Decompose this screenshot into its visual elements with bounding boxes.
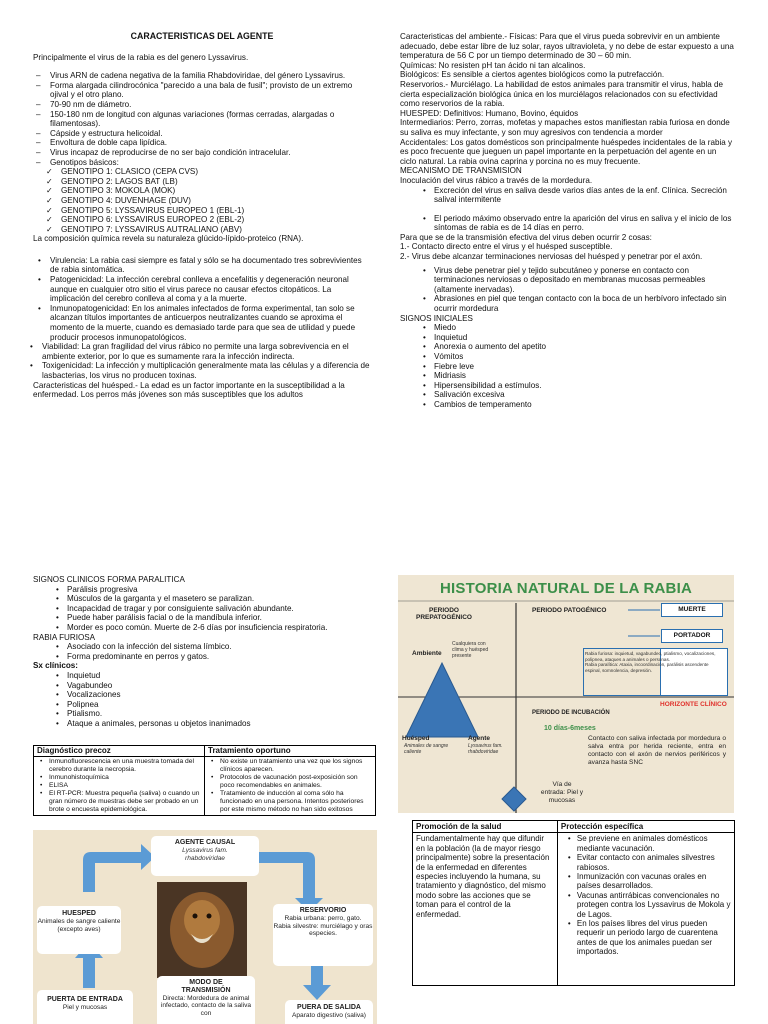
prevention-table [412,820,735,986]
chemical-text: Químicas: No resisten pH tan ácido ni tan alcalinos. [400,60,586,70]
list-item: • Ataque a animales, personas u objetos inanimados [33,719,373,729]
list-item: ✓ GENOTIPO 6: LYSSAVIRUS EUROPEO 2 (EBL-2) [33,215,371,225]
mechanism-title: MECANISMO DE TRANSMISION [400,166,522,176]
list-item: • Fiebre leve [400,362,734,372]
list-item: • El periodo máximo observado entre la aparición del virus en saliva y el inicio de los síntomas de rabia es de 14 días en perro. [400,214,734,233]
list-item: • Morder es poco común. Muerte de 2-6 días por insuficiencia respiratoria. [33,623,373,633]
paralytic-signs: Rabia paralítica: Ataxia, incoordinación, parálisis ascendente espinal, somnolencia, depresión. [585,662,709,673]
clinical-signs-frame [583,648,728,696]
reservoir-box [273,904,373,966]
property-list [33,256,371,342]
mechanism-intro: Inoculación del virus rábico a través de la mordedura. [400,175,593,185]
list-item: • Toxigenicidad: La infección y multiplicación generalmente mata las células y a diferencia de lasbacterias, los virus no producen toxinas. [25,361,371,380]
list-item: • Patogenicidad: La infección cerebral conlleva a encefalitis y degeneración neuronal aunque en cualquier otro sitio el virus parece no causar efectos citopáticos. La implicación del cerebro conlleva al coma y a la muerte. [33,275,371,304]
list-item: • Anorexia o aumento del apetito [400,342,734,352]
list-item: – 70-90 nm de diámetro. [33,100,371,110]
initial-signs-title: SIGNOS INICIALES [400,313,473,323]
mechanism-step-2: 2.- Virus debe alcanzar terminaciones nerviosas del huésped y penetrar por el axón. [400,252,703,262]
host-label: Huésped [402,735,430,742]
table-header: Tratamiento oportuno [205,746,376,757]
entry-door-title: PUERTA DE ENTRADA [47,996,123,1003]
host-text: HUESPED: Definitivos: Humano, Bovino, équidos [400,108,579,118]
list-item: • Inmunohistoquímica [37,774,201,782]
list-item: • Protocolos de vacunación post-exposición son poco recomendables en animales. [208,774,372,790]
list-item: – Virus ARN de cadena negativa de la familia Rhabdoviridae, del género Lyssavirus. [33,71,371,81]
list-item: • Evitar contacto con animales silvestres rabiosos. [565,853,731,872]
environment-note: Cualquiera con clima y huésped presente [452,641,489,659]
property-list-2 [25,342,371,380]
table-header: Protección específica [557,821,734,833]
initial-signs-list [400,323,734,409]
list-item: • Músculos de la garganta y el masetero se paralizan. [33,594,373,604]
table-cell [557,833,734,986]
environment-text: Caracteristicas del ambiente.- Físicas: Para que el virus pueda sobrevivir en un ambiente adecuado, debe estar libre de luz solar, rayos ultravioleta, y no debe de estar expuesto a una temperatura de 56 C por un tiempo determinado de 30 – 60 min. [400,32,734,61]
list-item: • Hipersensibilidad a estímulos. [400,381,734,391]
table-cell: Fundamentalmente hay que difundir en la población (la de mayor riesgo principalmente) sobre la presentación de la enfermedad en diferentes especies incluyendo la humana, su tratamiento y diagnóstico, del mismo modo sobre las acciones que se toman para el control de la enfermedad. [413,833,558,986]
list-item: – Envoltura de doble capa lipídica. [33,138,371,148]
list-item: • No existe un tratamiento una vez que los signos clínicos aparecen. [208,758,372,774]
list-item: • Vacunas antirrábicas convencionales no protegen contra los Lyssavirus de Mokola y de Lagos. [565,891,731,919]
reservoir-desc: Rabia urbana: perro, gato. Rabia silvestre: murciélago y oras especies. [273,914,373,938]
list-item: – Forma alargada cilindrocónica "parecido a una bala de fusil"; provisto de un extremo ojival y el otro plano. [33,81,371,100]
entry-door-desc: Piel y mucosas [62,1003,108,1011]
list-item: • Inquietud [400,333,734,343]
mechanism-list-2 [400,266,734,314]
transmission-mode-box [157,976,255,1024]
table-cell [205,757,376,816]
causal-agent-title: AGENTE CAUSAL [174,839,236,846]
entry-route-text: Vía de entrada: Piel y mucosas [540,781,584,804]
horizon-label: HORIZONTE CLÍNICO [660,701,727,708]
accidental-text: Accidentales: Los gatos domésticos son principalmente huéspedes incidentales de la rabia y es poco frecuente que jueguen un papel importante en la perpetuación del agente en un ciclo natural. La rabia ovina caprina y porcina no es muy frecuente. [400,137,733,166]
mechanism-list [400,186,734,233]
list-item: • Viabilidad: La gran fragilidad del virus rábico no permite una larga sobrevivencia en el ambiente exterior, por lo que es sumamente rara la infección indirecta. [25,342,371,361]
host-title: HUESPED [62,910,96,917]
pathogenic-label: PERIODO PATOGÉNICO [532,607,607,614]
reservoir-title: RESERVORIO [299,907,347,914]
composition-text: La composición química revela su naturaleza glúcido-lípido-proteico (RNA). [33,234,304,244]
list-item: • Abrasiones en piel que tengan contacto con la boca de un herbívoro infectado sin ocurrir mordedura [400,294,734,313]
table-header: Diagnóstico precoz [34,746,205,757]
host-desc: Animales de sangre caliente (excepto aves) [37,917,121,933]
list-item: • El RT-PCR: Muestra pequeña (saliva) o cuando un gran número de muestras debe ser probado en un brote o encuesta epidemiológica. [37,790,201,814]
list-item: • Polipnea [33,700,373,710]
symptoms-title: Sx clínicos: [33,661,78,671]
furious-signs: Rabia furiosa: inquietud, vagabundeo, ptialismo, vocalizaciones, polipnea, ataques a animales o personas. [585,651,716,662]
list-item: • Virus debe penetrar piel y tejido subcutáneo y ponerse en contacto con terminaciones nerviosas o depositado en membranas mucosas permeables (altamente inervadas). [400,266,734,295]
list-item: – Genotipos básicos: [33,158,371,168]
exit-door-desc: Aparato digestivo (saliva) [291,1011,367,1019]
list-item: • Parálisis progresiva [33,585,373,595]
furious-title: RABIA FURIOSA [33,632,96,642]
list-item: ✓ GENOTIPO 3: MOKOLA (MOK) [33,186,371,196]
incubation-label: PERIODO DE INCUBACIÓN [532,710,610,716]
genotype-list [33,167,371,234]
exit-door-title: PUERA DE SALIDA [297,1004,361,1011]
death-box: MUERTE [661,603,723,617]
clinical-signs-section [33,575,373,729]
list-item: ✓ GENOTIPO 5: LYSSAVIRUS EUROPEO 1 (EBL-1) [33,206,371,216]
incubation-days: 10 días-6meses [544,725,596,732]
list-item: • Vagabundeo [33,681,373,691]
agent-characteristics-column [33,32,371,400]
arrow-icon [251,852,323,912]
biological-text: Biológicos: Es sensible a ciertos agentes biológicos como la putrefacción. [400,70,665,80]
list-item: • Ptialismo. [33,709,373,719]
paralytic-title: SIGNOS CLINICOS FORMA PARALITICA [33,575,185,584]
list-item: ✓ GENOTIPO 2: LAGOS BAT (LB) [33,177,371,187]
arrow-icon [303,965,331,1000]
list-item: – 150-180 nm de longitud con algunas variaciones (formas cerradas, alargadas o filamentosas). [33,110,371,129]
paralytic-list [33,585,373,633]
list-item: ✓ GENOTIPO 4: DUVENHAGE (DUV) [33,196,371,206]
list-item: • Inmunofluorescencia en una muestra tomada del cerebro durante la necropsia. [37,758,201,774]
list-item: • Excreción del virus en saliva desde varios días antes de la enf. Clínica. Secreción salival intermitente [400,186,734,205]
list-item: • Incapacidad de tragar y por consiguiente salivación abundante. [33,604,373,614]
prepathogenic-label: PERIODO PREPATOGÉNICO [416,607,472,621]
list-item: • Cambios de temperamento [400,400,734,410]
list-item: • Midriasis [400,371,734,381]
list-item: ✓ GENOTIPO 7: LYSSAVIRUS AUTRALIANO (ABV) [33,225,371,235]
diagram-title: HISTORIA NATURAL DE LA RABIA [440,580,692,597]
list-item: • Vocalizaciones [33,690,373,700]
list-item: • Virulencia: La rabia casi siempre es fatal y sólo se ha documentado tres sobrevivientes de rabia sintomática. [33,256,371,275]
intro-text: Principalmente el virus de la rabia es del genero Lyssavirus. [33,52,249,62]
list-item: • ELISA [37,782,201,790]
host-box [37,906,121,954]
exit-door-box [285,1000,373,1024]
feature-list [33,71,371,167]
transmission-mode-title: MODO DE TRANSMISIÓN [181,979,231,994]
agent-note: Lyssavirus fam. rhabdoviridae [468,743,503,755]
causal-agent-box [151,836,259,876]
transmission-chain-diagram [33,830,377,1024]
list-item: • Tratamiento de inducción al coma sólo ha funcionado en una persona. Intentos posteriores por este mismo método no han sido exitosos [208,790,372,814]
list-item: • Asociado con la infección del sistema límbico. [33,642,373,652]
symptoms-list [33,671,373,729]
natural-history-diagram [398,575,734,813]
list-item: • Inmunización con vacunas orales en países desarrollados. [565,872,731,891]
list-item: • Salivación excesiva [400,390,734,400]
agent-label: Agente [468,735,491,742]
environment-label: Ambiente [412,650,442,657]
mechanism-step-1: 1.- Contacto directo entre el virus y el huésped susceptible. [400,242,613,252]
list-item: • Se previene en animales domésticos mediante vacunación. [565,834,731,853]
host-text: Caracteristicas del huésped.- La edad es un factor importante en la susceptibilidad a la enfermedad. Los perros más jóvenes son más susceptibles que los adultos [33,380,345,400]
intermediate-text: Intermediarios: Perro, zorras, mofetas y mapaches estos manifiestan rabia furiosa en donde su saliva es muy infectante, y son muy agresivos con tendencia a morder [400,118,730,137]
list-item: – Virus incapaz de reproducirse de no ser bajo condición intracelular. [33,148,371,158]
reservoir-text: Reservorios.- Murciélago. La habilidad de estos animales para transmitir el virus, habla de cierta especialización biológica única en los murciélagos relacionados con su efectividad como reservorios de la rabia. [400,79,724,109]
list-item: – Cápside y estructura helicoidal. [33,129,371,139]
furious-list [33,642,373,661]
mechanism-condition: Para que se de la transmisión efectiva del virus deben ocurrir 2 cosas: [400,232,652,242]
carrier-box: PORTADOR [661,629,723,643]
list-item: • Puede haber parálisis facial o de la mandíbula inferior. [33,613,373,623]
list-item: ✓ GENOTIPO 1: CLASICO (CEPA CVS) [33,167,371,177]
list-item: • Inmunopatogenicidad: En los animales infectados de forma experimental, tan solo se alcanzan títulos importantes de anticuerpos neutralizantes cuando se aproxima el momento de la muerte, cuando es demasiado tarde para que sea de utilidad y puede producir procesos inmunopatológicos. [33,304,371,342]
table-header: Promoción de la salud [413,821,558,833]
section-title: CARACTERISTICAS DEL AGENTE [130,31,274,41]
list-item: • Forma predominante en perros y gatos. [33,652,373,662]
diagnosis-treatment-table [33,745,376,816]
transmission-mode-desc: Directa: Mordedura de animal infectado, contacto de la saliva con [160,994,252,1018]
list-item: • Inquietud [33,671,373,681]
causal-agent-name: Lyssavirus fam. rhabdoviridae [182,846,228,862]
list-item: • Vómitos [400,352,734,362]
list-item: • En los países libres del virus pueden requerir un periodo largo de cuarentena antes de que los animales puedan ser importados. [565,919,731,957]
table-cell [34,757,205,816]
environment-column [400,32,734,410]
host-note: Animales de sangre caliente [404,743,449,755]
contact-text: Contacto con saliva infectada por mordedura o salva entra por herida reciente, entra en contacto con el axón de nervios periféricos y avanza hasta SNC [588,735,726,766]
entry-door-box [37,990,133,1024]
arrow-icon [83,844,155,892]
list-item: • Miedo [400,323,734,333]
